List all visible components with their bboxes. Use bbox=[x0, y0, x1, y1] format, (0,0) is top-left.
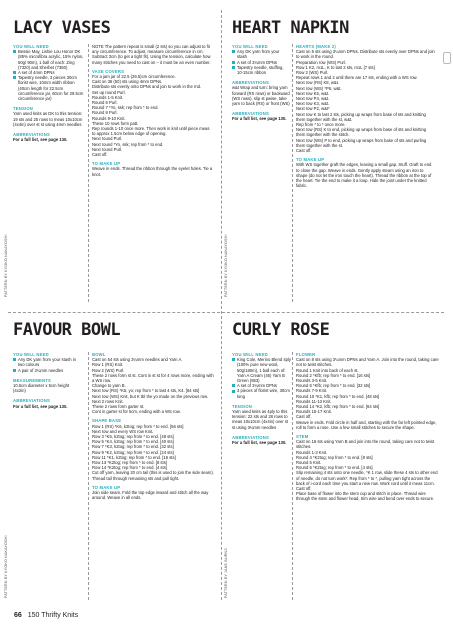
list-item: Any DK yarn from your stash in two colours bbox=[13, 357, 81, 367]
instruction-line: These 10 rows form patt. bbox=[92, 120, 139, 126]
instruction-line: Change to yarn B. bbox=[92, 383, 126, 389]
instruction-line: Next row (RS) *K5, yo; rep from * to last 4 sts, K4. [64 sts] bbox=[92, 388, 200, 394]
instruction-line: Cast off. bbox=[296, 414, 312, 420]
instruction-line: Round 4 *K2tog; rep from * to end. [8 sts] bbox=[296, 454, 373, 460]
section-heading: BOWL bbox=[92, 352, 106, 357]
instruction-line: Cut off yarn, leaving 20 cm tail (this is used to join the side seam). Thread tail through remaining sts and pull tight. bbox=[92, 470, 214, 481]
instruction-line: Row 1 (RS) *K6, k2tog; rep from * to end. [56 sts] bbox=[92, 423, 184, 429]
instruction-line: Next row (WS) Knit, but K tbl the yo made on the previous row. bbox=[92, 393, 209, 399]
divider bbox=[88, 352, 89, 600]
section-heading: VASE COVERS bbox=[92, 68, 125, 74]
section-heading: YOU WILL NEED bbox=[232, 44, 268, 49]
instruction-line: Next round *Yo, ssk; rep from * to end. bbox=[92, 141, 164, 147]
instruction-line: These 2 rows form garter st. bbox=[92, 404, 145, 410]
rose-instructions bbox=[296, 352, 440, 502]
instruction-line: Repeat rows 1 and 2 until there are 17 sts, ending with a WS row. bbox=[296, 75, 418, 81]
section-heading: ABBREVIATIONS bbox=[232, 434, 269, 440]
instruction-line: Set up round Purl. bbox=[92, 89, 126, 95]
instruction-line: Rounds 15-17 Knit. bbox=[296, 409, 332, 415]
section-divider bbox=[8, 312, 444, 313]
instruction-line: Weave in ends. Fold circle in half and, starting with the far left pointed edge, roll to form a rose. Use a few small stitches to secure the shape. bbox=[296, 419, 437, 430]
instruction-line: Cast on 16 sts using Yarn B and join into the round, taking care not to twist stitches. bbox=[296, 439, 435, 450]
instruction-line: Join side seam. Fold the top edge inward and stitch all the way around. Weave in all ends. bbox=[92, 490, 209, 501]
instruction-line: Next row (RS) K to end, picking up wraps from base of sts and knitting them together with the stitch. bbox=[296, 127, 427, 138]
section-heading: ABBREVIATIONS bbox=[13, 398, 50, 404]
page-number: 66 bbox=[14, 612, 22, 619]
reference-note: For a full list, see page 130. bbox=[13, 403, 68, 409]
list-item: A set of 3¼mm DPNs bbox=[232, 60, 290, 65]
instruction-line: Cast off. bbox=[296, 148, 312, 154]
instruction-line: Round 2 *Kfb; rep from * to end. [16 sts] bbox=[296, 372, 371, 378]
center-divider bbox=[221, 10, 222, 600]
instruction-line: Rounds 7-9 Knit. bbox=[296, 388, 328, 394]
instruction-line: Distribute sts evenly onto DPNs and join to work in the rnd. bbox=[92, 84, 202, 90]
instruction-line: Cast on 5 sts using 3¼mm DPNs. Distribute sts evenly over DPNs and join to work in the round. bbox=[296, 49, 435, 60]
instruction-line: Cast on 54 sts using 3¼mm needles and Yarn A. bbox=[92, 357, 183, 363]
divider bbox=[292, 352, 293, 600]
instruction-line: Place base of flower into the stem cup and stitch in place. Thread wire through the stem and flower head, trim wire and bend over ends to secure. bbox=[296, 491, 435, 502]
instruction-line: Row 2 (WS) Purl. bbox=[92, 367, 125, 373]
list-item: Tapestry needle, stuffing, 10-15cm ribbon bbox=[232, 65, 290, 75]
instruction-line: Round 6 *K2tog; rep from * to end. [4 sts] bbox=[296, 465, 373, 471]
bowl-instructions bbox=[92, 352, 216, 500]
instruction-line: Cast on 8 sts using 3¼mm DPNs and Yarn A. Join into the round, taking care not to twist stitches. bbox=[296, 357, 439, 368]
instruction-line: Row 14 *K2tog; rep from * to end. [4 sts] bbox=[92, 465, 167, 471]
instruction-line: Preparation row (WS) Purl. bbox=[296, 59, 347, 65]
instruction-line: Rounds 9-10 Knit. bbox=[92, 115, 126, 121]
list-item: Bessie May, Lishie Lou Honor DK (85% microfibra acrylic, 15% nylon, 50g/ 90m), 1 ball of each: Zing (7320) and Sherbet (7350) bbox=[13, 49, 87, 70]
list-item: A set of 3¼mm DPNs bbox=[232, 383, 292, 388]
section-heading: TO MAKE UP bbox=[92, 484, 121, 490]
instruction-line: Round 14 *K2, kfb; rep from * to end. [64 sts] bbox=[296, 404, 380, 410]
lacy-title: LACY VASES bbox=[13, 18, 111, 38]
bowl-title: FAVOUR BOWL bbox=[13, 320, 121, 340]
list-item: Tapestry needle, 3 pieces 30cm florist wire, 10mm width ribbon (40cm length for 22.5cm circumference jar, 60cm for 29.5cm circumference jar) bbox=[13, 75, 87, 101]
instruction-line: Round 8 Purl. bbox=[92, 110, 118, 116]
instruction-line: Round 5 Knit. bbox=[296, 460, 322, 466]
magazine-name: 150 Thrifty Knits bbox=[27, 612, 79, 619]
heart-title: HEART NAPKIN bbox=[232, 18, 349, 38]
instruction-line: For a jam jar of 22.5 (29.5)cm circumference. bbox=[92, 74, 176, 80]
instruction-line: Row 5 *K4, k2tog; rep from * to end. [40 sts] bbox=[92, 439, 174, 445]
list-item: 3 pieces of florist wire, 30cm long bbox=[232, 388, 292, 398]
section-heading: TENSION bbox=[232, 403, 253, 409]
instruction-line: Round 1 Knit into back of each st. bbox=[296, 367, 359, 373]
section-heading: YOU WILL NEED bbox=[13, 352, 49, 357]
section-heading: TO MAKE UP bbox=[92, 161, 121, 167]
heart-sidebar bbox=[232, 44, 290, 122]
section-heading: YOU WILL NEED bbox=[13, 44, 49, 49]
instruction-line: Cast off. bbox=[92, 152, 108, 158]
heart-credit: PATTERN BY KYOKO NAKAYOSHI bbox=[224, 234, 228, 297]
instruction-line: Rounds 1-3 Knit. bbox=[296, 449, 328, 455]
instruction-line: Row 1 K2, m1L, K to last 2 sts, m1L [7 sts] bbox=[296, 64, 375, 70]
instruction-line: Next row K3, w&t. bbox=[296, 101, 330, 107]
instruction-line: Next row (WS) P to end, picking up wraps from base of sts and purling them together with the st. bbox=[296, 137, 427, 148]
section-heading: HEARTS (MAKE 2) bbox=[296, 44, 336, 49]
instruction-line: Round 6 *Kfb; rep from * to end. [32 sts] bbox=[296, 383, 371, 389]
instruction-line: Next round Purl. bbox=[92, 136, 123, 142]
instruction-line: Weave in ends. Thread the ribbon through the eyelet holes. Tie a knot. bbox=[92, 166, 213, 177]
instruction-line: Rounds 3-5 Knit. bbox=[296, 378, 328, 384]
instruction-line: Round 6 Purl. bbox=[92, 100, 118, 106]
section-heading: FLOWER bbox=[296, 352, 316, 357]
rose-credit: PATTERN BY JANE BURNS bbox=[224, 548, 228, 598]
section-heading: STEM bbox=[296, 434, 309, 440]
instruction-line: Row 1 (RS) Knit. bbox=[92, 362, 124, 368]
instruction-line: Row 2 (WS) Purl. bbox=[296, 70, 329, 76]
lacy-sidebar bbox=[13, 44, 87, 142]
instruction-line: Cont in garter st for 5cm, ending with a WS row. bbox=[92, 409, 181, 415]
instruction-line: Next row (RS) K8, w&t. bbox=[296, 80, 340, 86]
instruction-line: Rounds 1-5 Knit. bbox=[92, 94, 124, 100]
instruction-line: Row 9 *K2, k2tog; rep from * to end. [24 sts] bbox=[92, 449, 174, 455]
list-item: A pair of 3¼mm needles bbox=[13, 368, 81, 373]
list-item: King Cole, Merino Blend 4ply (100% pure new wool, 50g/180m), 1 ball each of: Yarn A Cream (46) Yarn B Green (853) bbox=[232, 357, 292, 383]
list-item: Any DK yarn from your stash bbox=[232, 49, 290, 59]
instruction-line: Next row and every WS row Knit. bbox=[92, 428, 154, 434]
instruction-line: Next row P2, w&t* bbox=[296, 106, 330, 112]
section-heading: TENSION bbox=[13, 106, 34, 112]
divider bbox=[88, 44, 89, 302]
section-heading: ABBREVIATIONS bbox=[13, 132, 50, 138]
section-heading: MEASUREMENTS bbox=[13, 377, 51, 383]
instruction-line: With WS together graft the edges, leaving a small gap. Stuff. Graft to end to close the gap. Weave in ends. Gently apply steam using an iron to shape (do not let the iron touch the heart). Thread the ribbon at the top of the heart. Tie the end to make it a loop. Hide the joint under the knitted fabric. bbox=[296, 162, 432, 189]
reference-note: For a full list, see page 130. bbox=[232, 440, 287, 446]
lacy-credit: PATTERN BY KYOKO NAKAYOSHI bbox=[4, 234, 8, 297]
reference-note: For a full list, see page 130. bbox=[13, 137, 68, 143]
instruction-line: w&t Wrap and turn: bring yarn forward (RS rows) or backward (WS rows), slip st pwise, take yarn to back (RS) or front (WS) bbox=[232, 85, 290, 107]
lacy-instructions bbox=[92, 44, 214, 177]
reference-note: For a full list, see page 130. bbox=[232, 116, 287, 122]
instruction-line: Slip remaining 4 sts onto one needle, *K 1 row, slide these 4 sts to other end of needle, do not turn work*. Rep from * to *, pulling yarn tight across the back of i-cord each time you start a new row. Work cord until it meas 11cm. bbox=[296, 470, 438, 486]
list-item: A set of 4mm DPNs bbox=[13, 70, 87, 75]
section-heading: YOU WILL NEED bbox=[232, 352, 268, 357]
bowl-credit: PATTERN BY KYOKO NAKAYOSHI bbox=[4, 535, 8, 598]
instruction-line: These 2 rows form st st. Cont in st st for 4 rows more, ending with a WS row. bbox=[92, 372, 214, 384]
section-heading: ABBREVIATIONS bbox=[232, 80, 269, 86]
instruction-line: Next row K5, w&t. bbox=[296, 90, 330, 96]
bowl-sidebar bbox=[13, 352, 81, 409]
instruction-line: Row 13 *K2tog; rep from * to end. [8 sts] bbox=[92, 460, 167, 466]
instruction-line: Row 11 *K1, k2tog; rep from * to end. [16 sts] bbox=[92, 454, 176, 460]
instruction-line: Round 7 *Yo, ssk; rep from * to end. bbox=[92, 105, 159, 111]
instruction-line: Cast off. bbox=[296, 486, 312, 492]
instruction-line: Cast on 36 (50) sts using 4mm DPNs. bbox=[92, 79, 163, 85]
divider bbox=[292, 44, 293, 302]
instruction-line: 10.5cm diameter x 5cm height (4x2in) bbox=[13, 383, 70, 394]
section-heading: TO MAKE UP bbox=[296, 157, 325, 163]
instruction-line: Next row K to last 2 sts, picking up wraps from base of sts and knitting them together with the st, w&t. bbox=[296, 111, 426, 122]
instruction-line: Rounds 11-13 Knit. bbox=[296, 398, 332, 404]
instruction-line: Next row P4, w&t. bbox=[296, 96, 330, 102]
instruction-line: Yarn used knits as DK to this tension: 19 sts and 25 rows to meas 10x10cm (4x4in) over st st using 4mm needles bbox=[13, 111, 83, 127]
instruction-line: NOTE The pattern repeat is small (2 sts) so you can adjust to fit any circumference. To adjust, measure circumference in cm. Subtract 3cm (to get a tight fit). Using the tension, calculate how many stitches you need to cast on – it must be an even number. bbox=[92, 44, 211, 65]
instruction-line: Yarn used knits as 4ply to this tension: 22 sts and 28 rows to meas 10x10cm (4x4in) over st st using 3¼mm needles bbox=[232, 409, 289, 430]
instruction-line: Round 10 *K1, kfb; rep from * to end. [48 sts] bbox=[296, 393, 380, 399]
page-footer bbox=[14, 612, 78, 619]
instruction-line: Next row (WS) *P6, w&t. bbox=[296, 85, 342, 91]
instruction-line: Next round Purl. bbox=[92, 146, 123, 152]
instruction-line: Row 3 *K5, k2tog; rep from * to end. [48 sts] bbox=[92, 434, 174, 440]
instruction-line: Row 7 *K3, k2tog; rep from * to end. [32 sts] bbox=[92, 444, 174, 450]
rose-sidebar bbox=[232, 352, 292, 445]
instruction-line: Next 2 rows Knit. bbox=[92, 398, 124, 404]
instruction-line: Rep rounds 1-10 once more. Then work in knit until piece meas to approx 1.5cm below edge of opening. bbox=[92, 126, 210, 137]
page-tab bbox=[443, 52, 451, 64]
instruction-line: Rep from * to * once more. bbox=[296, 122, 346, 128]
section-heading: ABBREVIATIONS bbox=[232, 111, 269, 117]
rose-title: CURLY ROSE bbox=[232, 320, 330, 340]
heart-instructions bbox=[296, 44, 436, 188]
section-heading: SHAPE BASE bbox=[92, 418, 122, 424]
